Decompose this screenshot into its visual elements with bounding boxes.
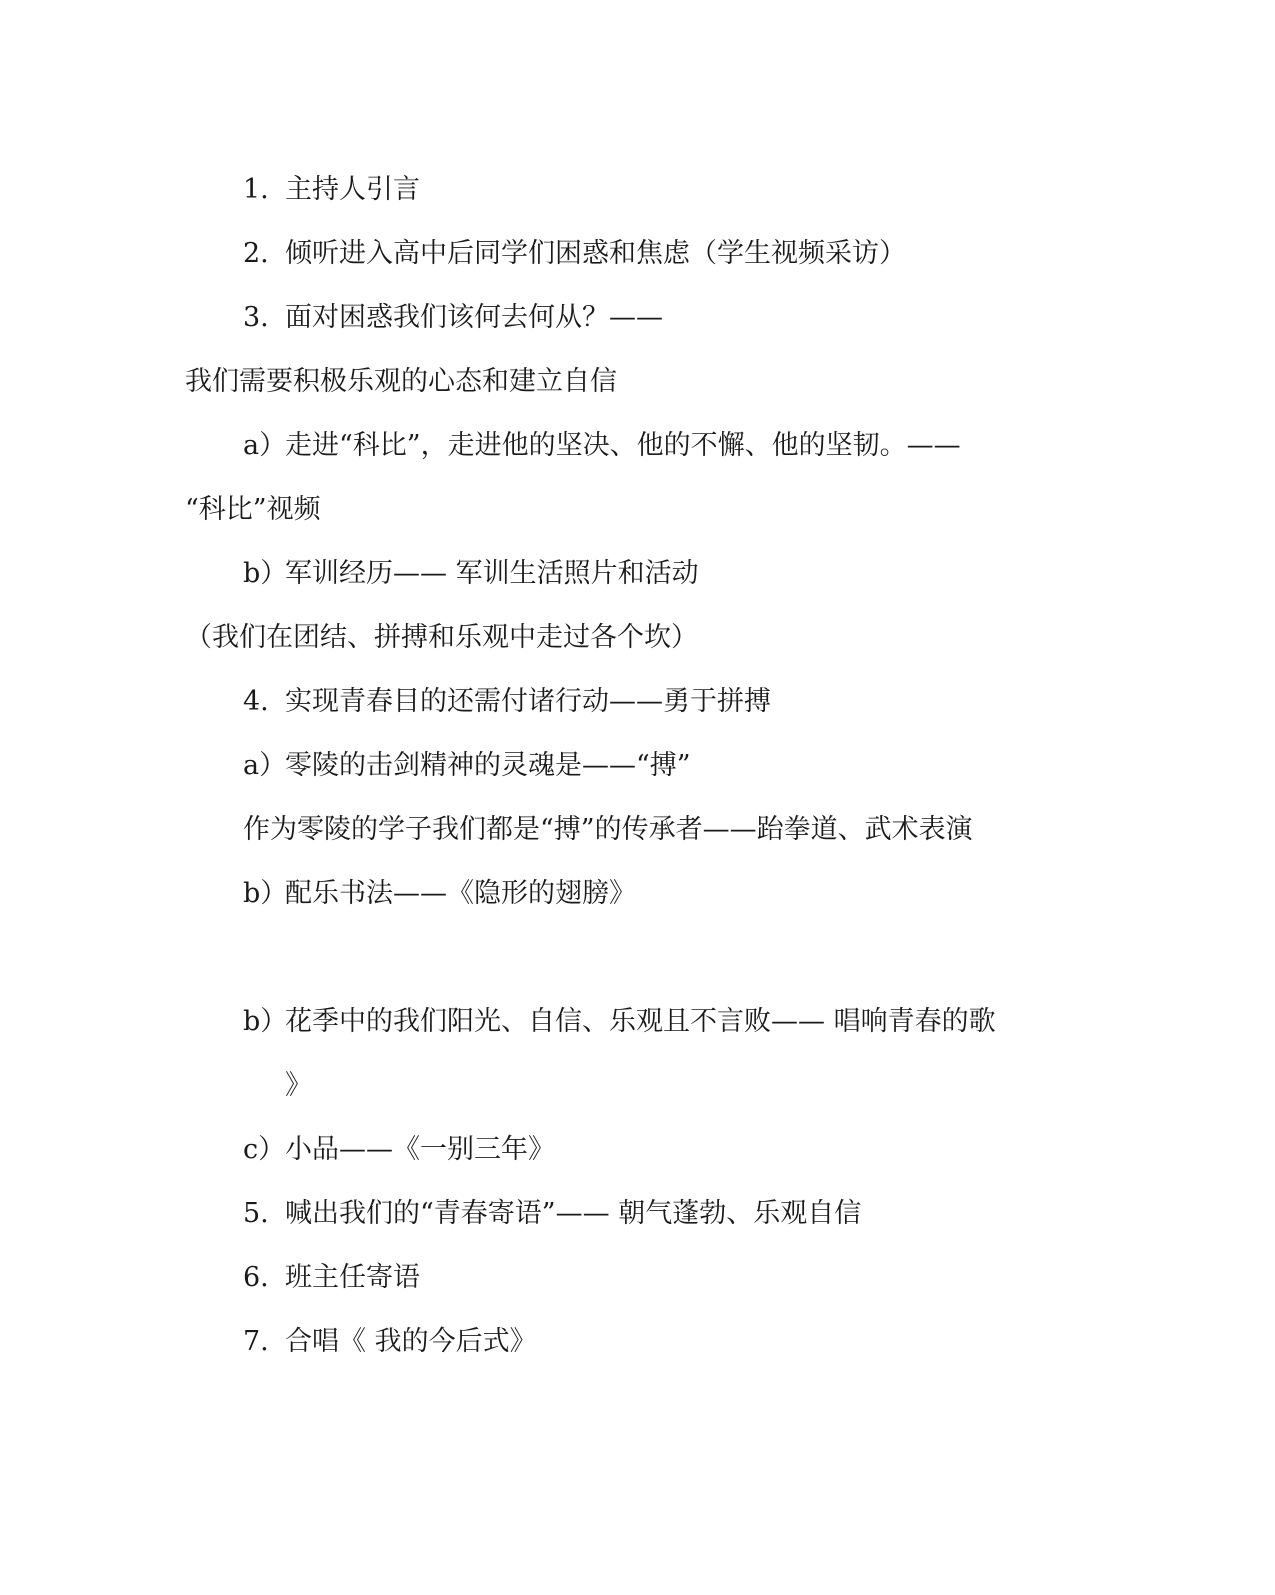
paragraph-text: 我们需要积极乐观的心态和建立自信: [185, 366, 617, 397]
paragraph-text: 》: [285, 1070, 312, 1101]
list-item-text: 倾听进入高中后同学们困惑和焦虑（学生视频采访）: [285, 238, 906, 269]
paragraph-text: “科比”视频: [185, 494, 321, 525]
paragraph-line: [285, 1068, 312, 1104]
list-item-text: 走进“科比”，走进他的坚决、他的不懈、他的坚韧。——: [285, 430, 961, 461]
list-marker: 1.: [243, 174, 269, 205]
list-marker: b）: [243, 878, 288, 909]
list-item-text: 喊出我们的“青春寄语”—— 朝气蓬勃、乐观自信: [285, 1198, 862, 1229]
list-marker: a）: [243, 750, 287, 781]
paragraph-line: [185, 492, 321, 528]
paragraph-text: 作为零陵的学子我们都是“搏”的传承者——跆拳道、武术表演: [243, 814, 973, 845]
list-item-text: 小品——《一别三年》: [285, 1134, 555, 1165]
list-marker: 7.: [243, 1326, 269, 1357]
list-marker: b）: [243, 558, 288, 589]
list-item-text: 零陵的击剑精神的灵魂是——“搏”: [285, 750, 691, 781]
list-marker: c）: [243, 1134, 286, 1165]
list-item-text: 实现青春目的还需付诸行动——勇于拼搏: [285, 686, 771, 717]
list-marker: 4.: [243, 686, 269, 717]
list-item-text: 配乐书法——《隐形的翅膀》: [285, 878, 636, 909]
list-marker: 6.: [243, 1262, 269, 1293]
list-marker: b）: [243, 1006, 288, 1037]
paragraph-text: （我们在团结、拼搏和乐观中走过各个坎）: [185, 622, 698, 653]
list-item-text: 面对困惑我们该何去何从？——: [285, 302, 663, 333]
list-item-text: 主持人引言: [285, 174, 420, 205]
list-marker: 3.: [243, 302, 269, 333]
list-item-text: 合唱《 我的今后式》: [285, 1326, 537, 1357]
list-item-text: 班主任寄语: [285, 1262, 420, 1293]
list-marker: 5.: [243, 1198, 269, 1229]
list-item-text: 花季中的我们阳光、自信、乐观且不言败—— 唱响青春的歌: [285, 1006, 996, 1037]
list-marker: 2.: [243, 238, 269, 269]
paragraph-line: [185, 620, 698, 656]
paragraph-line: [243, 812, 973, 848]
paragraph-line: [185, 364, 617, 400]
list-marker: a）: [243, 430, 287, 461]
list-item-text: 军训经历—— 军训生活照片和活动: [285, 558, 699, 589]
